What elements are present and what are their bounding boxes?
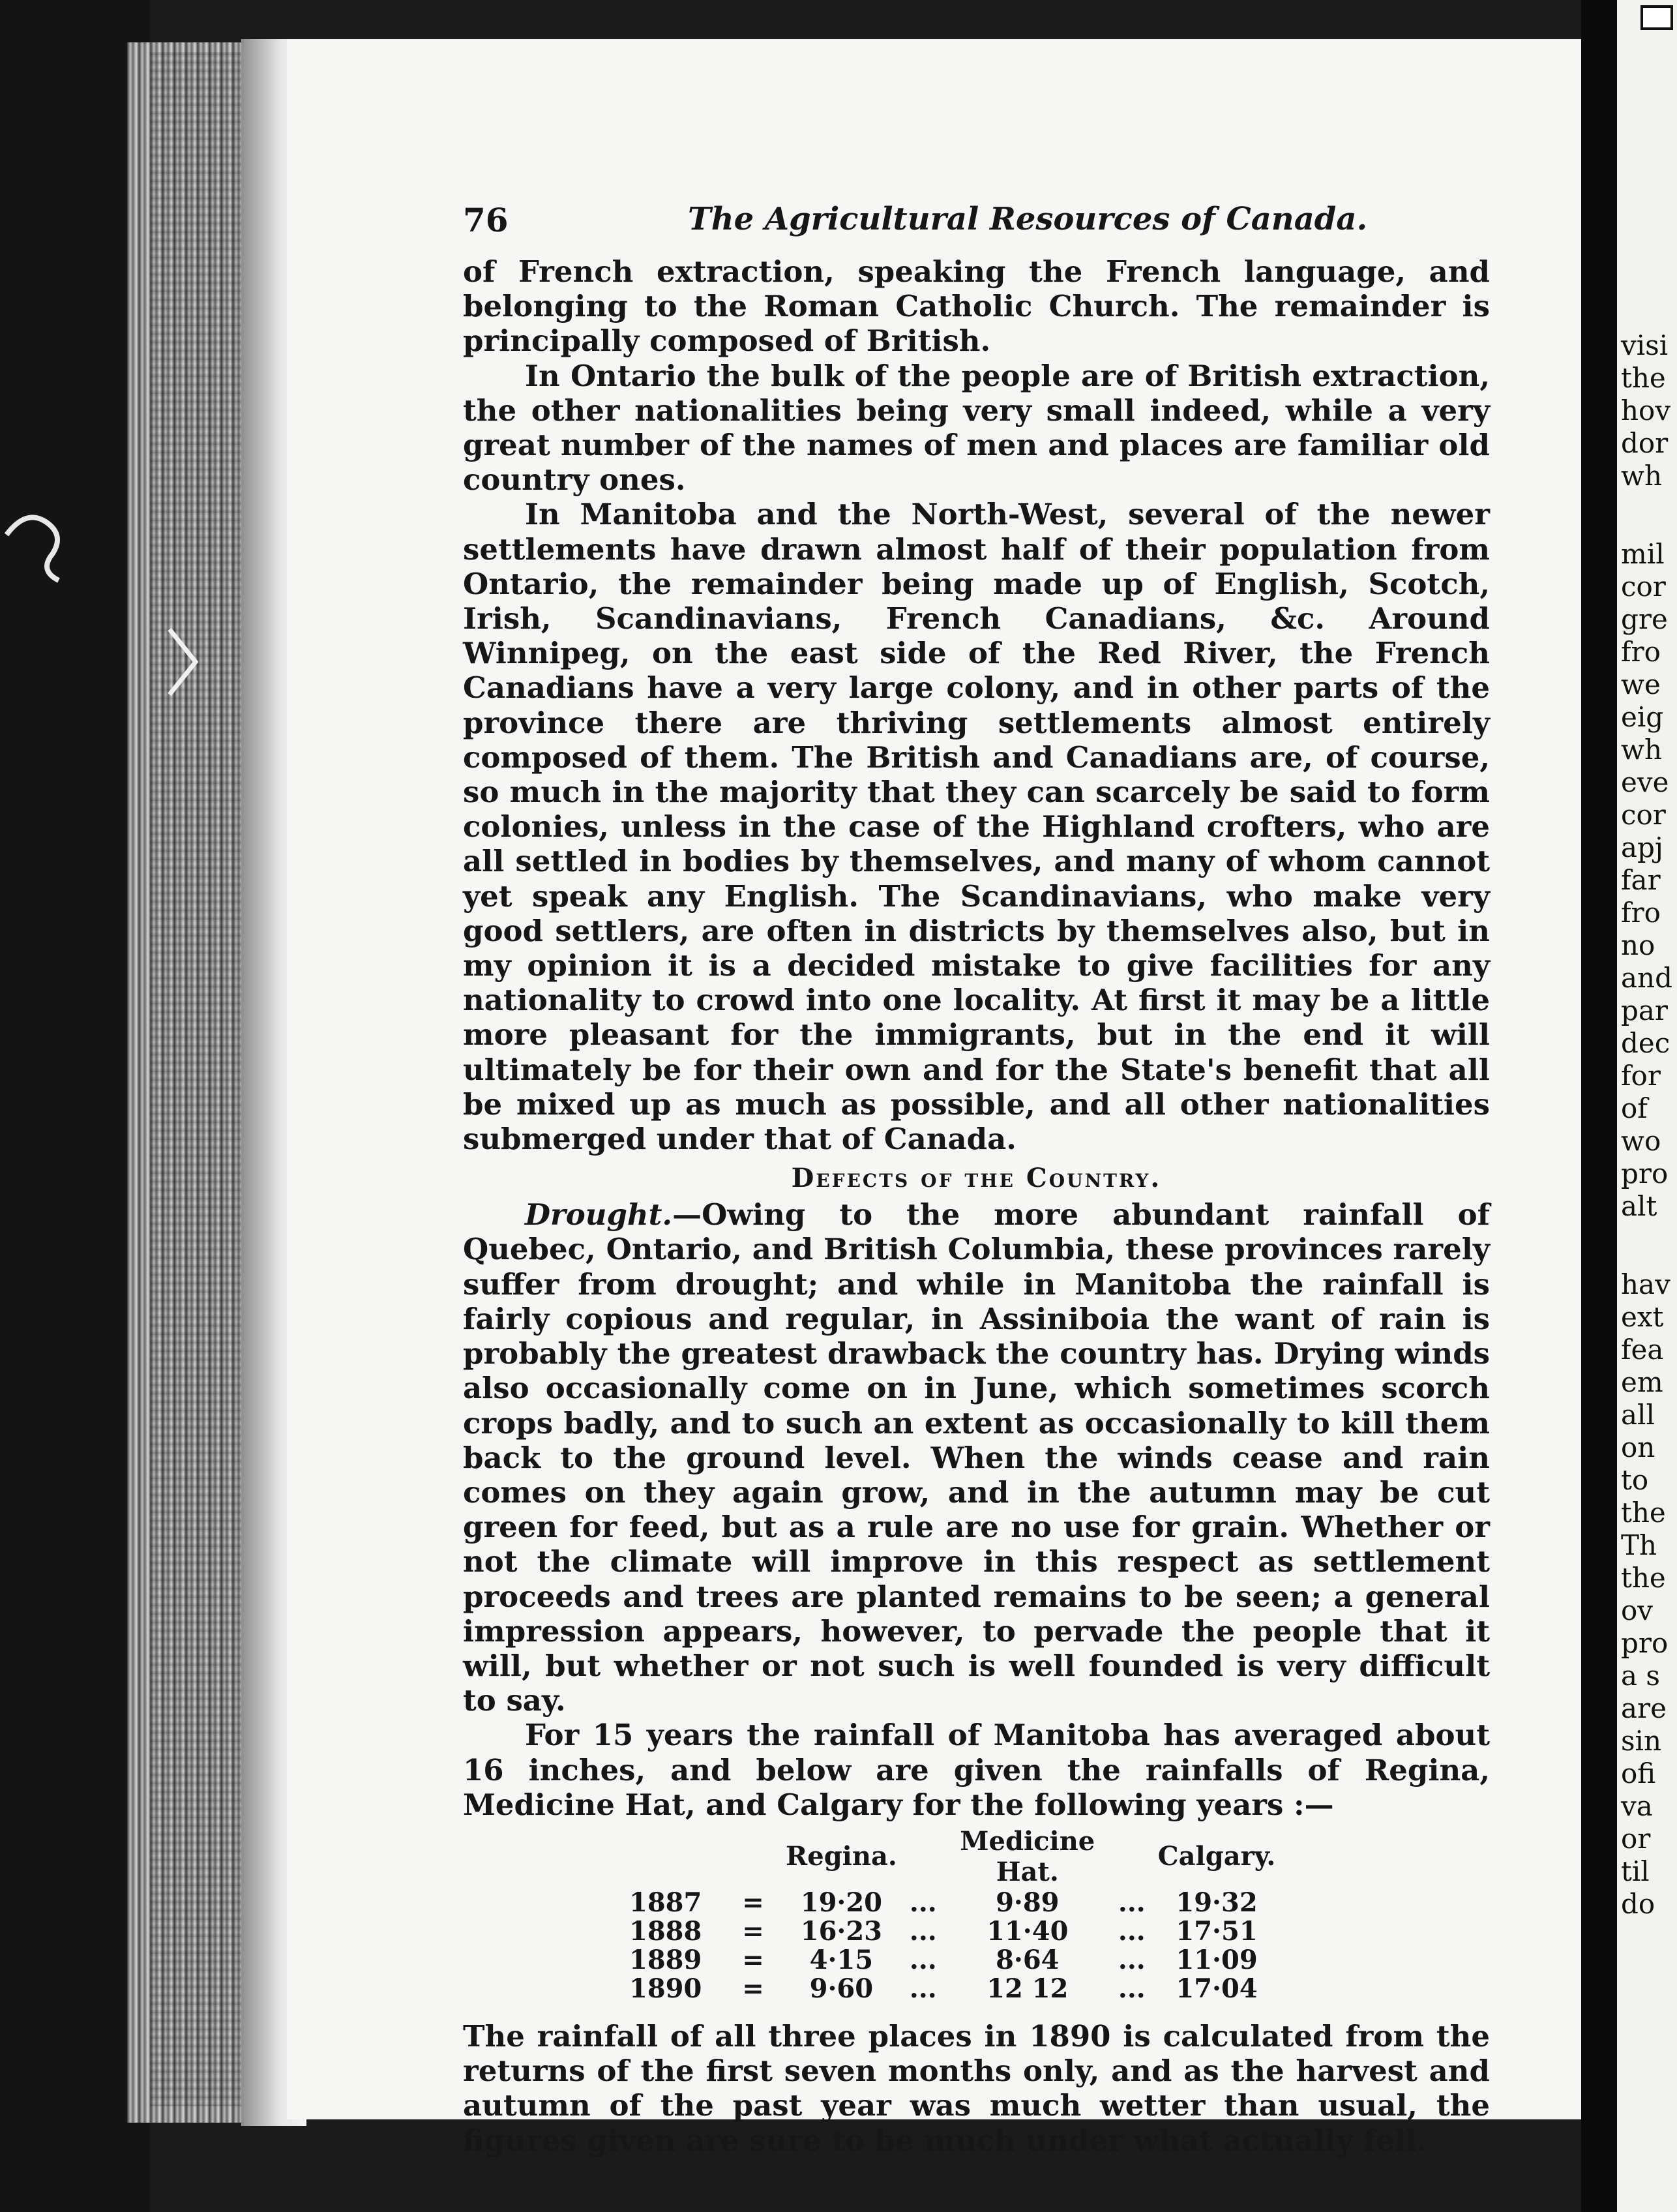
leader-dots: ... xyxy=(1118,1944,1146,1975)
facing-page-word-fragment: no xyxy=(1621,929,1655,961)
year-cell: 1890 xyxy=(629,1973,702,2004)
facing-page-word-fragment: the xyxy=(1621,1562,1666,1594)
facing-page-word-fragment: alt xyxy=(1621,1190,1657,1222)
book-gutter xyxy=(1581,0,1617,2212)
facing-page-word-fragment: on xyxy=(1621,1431,1655,1463)
facing-page-word-fragment: the xyxy=(1621,362,1666,394)
paragraph: In Manitoba and the North-West, several of the newer settlements have drawn almost half of their population from Ontario, the remainder being made up of English, Scotch, Irish, Scandinavians, French Canadians, &c. Around Winnipeg, on the east side of the Red River, the French Canadians have a very large colony, and in other parts of the province there are thriving settlements almost entirely composed of them. The British and Canadians are, of course, so much in the majority that they can scarcely be said to form colonies, unless in the case of the Highland crofters, who are all settled in bodies by themselves, and many of whom cannot yet speak any English. The Scandinavians, who make very good settlers, are often in districts by themselves also, but in my opinion it is a decided mistake to give facilities for any nationality to crowd into one locality. At first it may be a little more pleasant for the immigrants, but in the end it will ultimately be for their own and for the State's benefit that all be mixed up as much as possible, and all other nationalities submerged under that of Canada. xyxy=(463,497,1490,1157)
facing-page-word-fragment: fea xyxy=(1621,1334,1664,1366)
scan-corner-marker xyxy=(1640,5,1673,30)
facing-page-word-fragment: em xyxy=(1621,1366,1663,1398)
facing-page-word-fragment: dor xyxy=(1621,427,1669,459)
table-row xyxy=(629,1917,1275,1946)
facing-page-word-fragment: cor xyxy=(1621,799,1666,831)
facing-page-word-fragment: mil xyxy=(1621,538,1665,570)
facing-page-word-fragment: eve xyxy=(1621,766,1669,798)
regina-cell: 19·20 xyxy=(800,1887,883,1918)
binding-notch-mark xyxy=(163,626,202,698)
year-cell: 1887 xyxy=(629,1887,702,1918)
facing-page-word-fragment: ext xyxy=(1621,1301,1664,1333)
facing-page-word-fragment: fro xyxy=(1621,636,1661,668)
table-row xyxy=(629,1975,1275,2003)
rainfall-intro: For 15 years the rainfall of Manitoba has averaged about 16 inches, and below are given the rainfalls of Regina, Medicine Hat, and Calgary for the following years :— xyxy=(463,1718,1490,1822)
column-header-calgary: Calgary. xyxy=(1157,1841,1276,1872)
leader-dots: ... xyxy=(909,1973,937,2004)
facing-page-word-fragment: far xyxy=(1621,864,1661,896)
paragraph: In Ontario the bulk of the people are of British extraction, the other nationalities being very small indeed, while a very great number of the names of men and places are familiar old country ones. xyxy=(463,358,1490,498)
drought-paragraph xyxy=(463,1197,1490,1718)
page-content xyxy=(463,196,1490,2158)
facing-page-word-fragment: to xyxy=(1621,1464,1649,1496)
facing-page-word-fragment: cor xyxy=(1621,571,1666,603)
equals-sign: = xyxy=(742,1944,764,1975)
facing-page-word-fragment: hav xyxy=(1621,1268,1670,1300)
facing-page-word-fragment: a s xyxy=(1621,1660,1660,1692)
calgary-cell: 17·04 xyxy=(1176,1973,1258,2004)
leader-dots: ... xyxy=(909,1915,937,1947)
closing-paragraph: The rainfall of all three places in 1890 is calculated from the returns of the first seven months only, and as the harvest and autumn of the past year was much wetter than usual, the figures given are sure to be much under what actually fell. xyxy=(463,2018,1490,2158)
facing-page-word-fragment: apj xyxy=(1621,831,1663,863)
facing-page-word-fragment: pro xyxy=(1621,1627,1669,1659)
binding-clip-mark xyxy=(0,509,72,587)
medicine-hat-cell: 9·89 xyxy=(996,1887,1060,1918)
facing-page-word-fragment: sin xyxy=(1621,1725,1662,1757)
table-row xyxy=(629,1889,1275,1917)
facing-page-word-fragment: all xyxy=(1621,1399,1655,1431)
equals-sign: = xyxy=(742,1973,764,2004)
column-header-regina: Regina. xyxy=(786,1841,897,1872)
leader-dots: ... xyxy=(1118,1973,1146,2004)
facing-page-word-fragment: eig xyxy=(1621,701,1664,733)
leader-dots: ... xyxy=(909,1944,937,1975)
drought-lead: Drought. xyxy=(525,1197,673,1233)
facing-page-word-fragment: visi xyxy=(1621,329,1669,361)
leader-dots: ... xyxy=(1118,1915,1146,1947)
facing-page-word-fragment: pro xyxy=(1621,1158,1669,1189)
page-edge-texture xyxy=(150,52,254,2106)
calgary-cell: 19·32 xyxy=(1176,1887,1258,1918)
year-cell: 1889 xyxy=(629,1944,702,1975)
rainfall-table xyxy=(629,1826,1275,2003)
page-number: 76 xyxy=(463,201,509,239)
leader-dots: ... xyxy=(1118,1887,1146,1918)
facing-page-word-fragment: for xyxy=(1621,1060,1661,1092)
equals-sign: = xyxy=(742,1887,764,1918)
medicine-hat-cell: 11·40 xyxy=(987,1915,1069,1947)
facing-page-word-fragment: til xyxy=(1621,1855,1650,1887)
facing-page-fragment xyxy=(1617,0,1677,2212)
section-heading: Defects of the Country. xyxy=(791,1163,1162,1194)
facing-page-word-fragment: we xyxy=(1621,668,1661,700)
calgary-cell: 17·51 xyxy=(1176,1915,1258,1947)
facing-page-word-fragment: va xyxy=(1621,1790,1653,1822)
running-title: The Agricultural Resources of Canada. xyxy=(688,201,1368,237)
regina-cell: 4·15 xyxy=(809,1944,874,1975)
facing-page-word-fragment: Th xyxy=(1621,1529,1657,1561)
facing-page-word-fragment: fro xyxy=(1621,897,1661,929)
facing-page-word-fragment: or xyxy=(1621,1823,1651,1855)
facing-page-word-fragment: ov xyxy=(1621,1594,1654,1626)
table-row xyxy=(629,1946,1275,1975)
page-header xyxy=(463,196,1490,254)
facing-page-word-fragment: of xyxy=(1621,1092,1648,1124)
facing-page-word-fragment: the xyxy=(1621,1497,1666,1529)
facing-page-word-fragment: wh xyxy=(1621,734,1662,766)
facing-page-word-fragment: wh xyxy=(1621,460,1662,492)
rainfall-table-header xyxy=(629,1826,1275,1889)
facing-page-word-fragment: and xyxy=(1621,962,1672,994)
regina-cell: 16·23 xyxy=(800,1915,883,1947)
facing-page-word-fragment: par xyxy=(1621,994,1669,1026)
facing-page-word-fragment: wo xyxy=(1621,1125,1661,1157)
facing-page-word-fragment: do xyxy=(1621,1888,1655,1920)
equals-sign: = xyxy=(742,1915,764,1947)
leader-dots: ... xyxy=(909,1887,937,1918)
facing-page-word-fragment: ofi xyxy=(1621,1757,1656,1789)
regina-cell: 9·60 xyxy=(809,1973,874,2004)
column-header-medicine-hat: Medicine Hat. xyxy=(960,1825,1095,1887)
facing-page-word-fragment: gre xyxy=(1621,603,1668,635)
facing-page-word-fragment: are xyxy=(1621,1692,1667,1724)
facing-page-word-fragment: dec xyxy=(1621,1027,1670,1059)
year-cell: 1888 xyxy=(629,1915,702,1947)
calgary-cell: 11·09 xyxy=(1176,1944,1258,1975)
facing-page-word-fragment: hov xyxy=(1621,395,1671,426)
medicine-hat-cell: 12 12 xyxy=(987,1973,1069,2004)
medicine-hat-cell: 8·64 xyxy=(996,1944,1060,1975)
paragraph: of French extraction, speaking the French language, and belonging to the Roman Catholic Church. The remainder is principally composed of British. xyxy=(463,254,1490,359)
drought-text: —Owing to the more abundant rainfall of Quebec, Ontario, and British Columbia, these provinces rarely suffer from drought; and while in Manitoba the rainfall is fairly copious and regular, in Assiniboia the want of rain is probably the greatest drawback the country has. Drying winds also occasionally come on in June, which sometimes scorch crops badly, and to such an extent as occasionally to kill them back to the ground level. When the winds cease and rain comes on they again grow, and in the autumn may be cut green for feed, but as a rule are no use for grain. Whether or not the climate will improve in this respect as settlement proceeds and trees are planted remains to be seen; a general impression appears, however, to pervade the people that it will, but whether or not such is well founded is very difficult to say. xyxy=(463,1197,1490,1718)
